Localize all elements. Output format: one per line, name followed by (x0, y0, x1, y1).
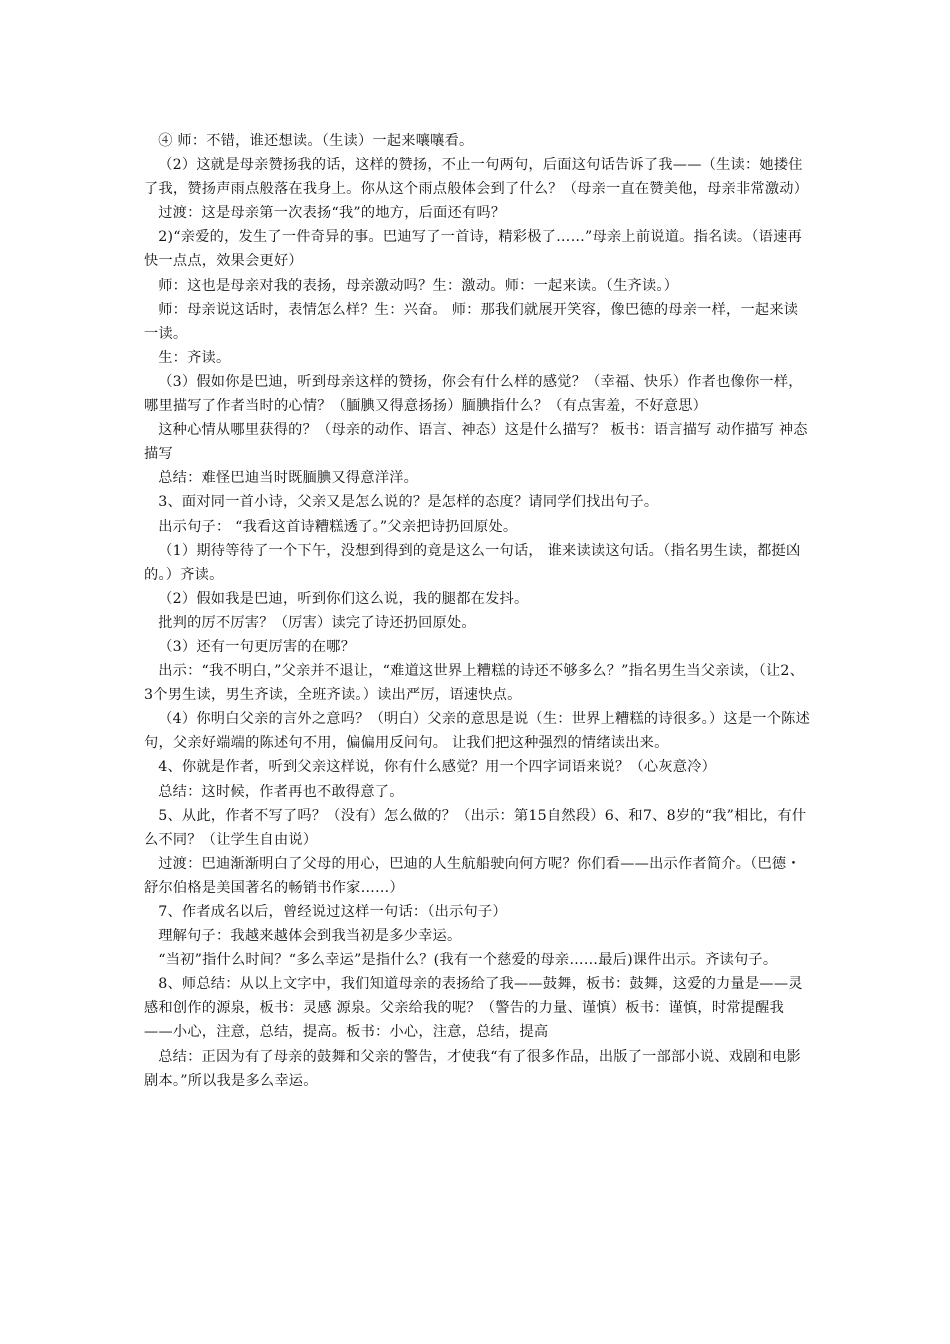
paragraph: （2）这就是母亲赞扬我的话，这样的赞扬，不止一句两句，后面这句话告诉了我——（生读：她搂住了我，赞扬声雨点般落在我身上。你从这个雨点般体会到了什么？（母亲一直在赞美他，母亲非常激动） (144, 157, 809, 198)
paragraph: 4、你就是作者，听到父亲这样说，你有什么感觉？用一个四字词语来说？（心灰意冷） (158, 759, 717, 776)
paragraph: 总结：正因为有了母亲的鼓舞和父亲的警告，才使我“有了很多作品，出版了一部部小说、戏剧和电影剧本。”所以我是多么幸运。 (144, 1048, 801, 1089)
paragraph: （2）假如我是巴迪，听到你们这么说，我的腿都在发抖。 (158, 590, 529, 607)
paragraph: （4）你明白父亲的言外之意吗？（明白）父亲的意思是说（生：世界上糟糕的诗很多。）这是一个陈述句，父亲好端端的陈述句不用，偏偏用反问句。 让我们把这种强烈的情绪读出来。 (144, 711, 811, 752)
paragraph: 师：母亲说这话时，表情怎么样？生：兴奋。 师：那我们就展开笑容，像巴德的母亲一样，一起来读一读。 (144, 301, 799, 342)
paragraph: “当初”指什么时间？“多么幸运”是指什么？(我有一个慈爱的母亲……最后)课件出示。齐读句子。 (158, 952, 778, 969)
paragraph: 这种心情从哪里获得的？（母亲的动作、语言、神态）这是什么描写？ 板书：语言描写 动作描写 神态描写 (144, 422, 808, 463)
paragraph: 总结：难怪巴迪当时既腼腆又得意洋洋。 (158, 470, 419, 487)
paragraph: 过渡：这是母亲第一次表扬“我”的地方，后面还有吗？ (158, 205, 506, 222)
paragraph: 总结：这时候，作者再也不敢得意了。 (158, 783, 404, 800)
paragraph: 2)“亲爱的，发生了一件奇异的事。巴迪写了一首诗，精彩极了……”母亲上前说道。指名读。（语速再快一点点，效果会更好） (144, 229, 802, 270)
paragraph: 8、师总结：从以上文字中，我们知道母亲的表扬给了我——鼓舞，板书：鼓舞，这爱的力量是——灵感和创作的源泉，板书：灵感 源泉。父亲给我的呢？（警告的力量、谨慎）板书：谨慎，时常提醒我——小心，注意，总结，提高。板书：小心，注意，总结，提高 (144, 976, 803, 1041)
paragraph: 出示：“我不明白，”父亲并不退让，“难道这世界上糟糕的诗还不够多么？”指名男生当父亲读，（让2、3个男生读，男生齐读，全班齐读。）读出严厉，语速快点。 (144, 663, 805, 704)
paragraph: 师：这也是母亲对我的表扬，母亲激动吗？生：激动。师：一起来读。（生齐读。） (158, 277, 679, 294)
paragraph: 过渡：巴迪渐渐明白了父母的用心，巴迪的人生航船驶向何方呢？你们看——出示作者简介。（巴德・舒尔伯格是美国著名的畅销书作家……） (144, 855, 801, 896)
paragraph: 批判的厉不厉害？（厉害）读完了诗还扔回原处。 (158, 614, 476, 631)
document-page (144, 129, 812, 1093)
paragraph: 7、作者成名以后，曾经说过这样一句话：（出示句子） (158, 904, 507, 920)
paragraph: 生：齐读。 (158, 349, 231, 366)
paragraph: ④ 师：不错，谁还想读。（生读）一起来嚷嚷看。 (158, 133, 474, 149)
paragraph: （1）期待等待了一个下午，没想到得到的竟是这么一句话， 谁来读读这句话。（指名男生读，都挺凶的。）齐读。 (144, 542, 801, 583)
paragraph: 3、面对同一首小诗，父亲又是怎么说的？是怎样的态度？请同学们找出句子。 (158, 494, 659, 511)
paragraph: 5、从此，作者不写了吗？（没有）怎么做的？（出示：第15自然段）6、和7、8岁的“我”相比，有什么不同？（让学生自由说） (144, 807, 807, 848)
paragraph: （3）还有一句更厉害的在哪？ (158, 638, 356, 655)
paragraph: 出示句子： “我看这首诗糟糕透了。”父亲把诗扔回原处。 (158, 518, 518, 535)
paragraph: 理解句子：我越来越体会到我当初是多少幸运。 (158, 928, 462, 945)
paragraph: （3）假如你是巴迪，听到母亲这样的赞扬，你会有什么样的感觉？（幸福、快乐）作者也像你一样，哪里描写了作者当时的心情？（腼腆又得意扬扬）腼腆指什么？（有点害羞，不好意思） (144, 373, 803, 415)
